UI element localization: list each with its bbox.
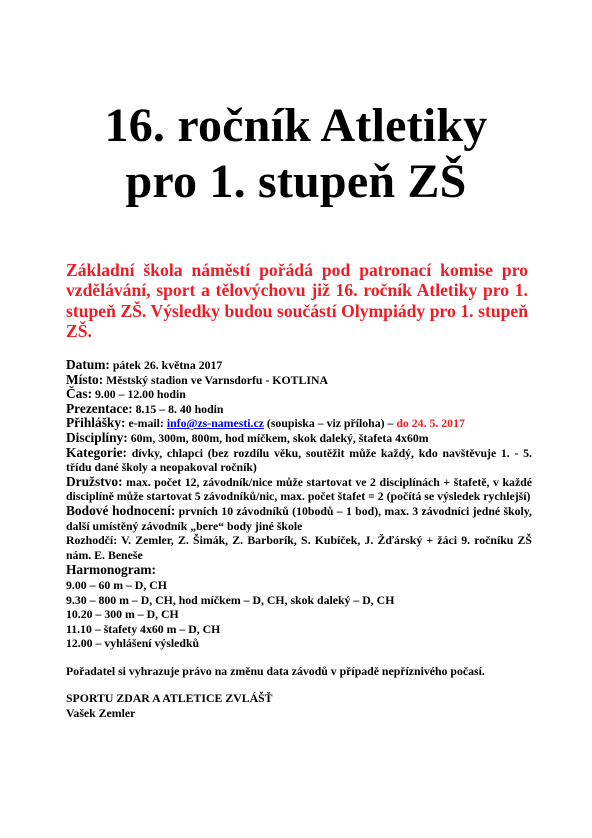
misto-value: Městský stadion ve Varnsdorfu - KOTLINA xyxy=(103,372,329,387)
title-line-1: 16. ročník Atletiky xyxy=(104,99,488,152)
bodove-value: prvních 10 závodníků (10bodů – 1 bod), max. 3 závodníci jedné školy, další umístěný závodník „bere“ body jiné škole xyxy=(66,503,532,533)
prezentace-value: 8.15 – 8. 40 hodin xyxy=(132,401,224,416)
datum-value: pátek 26. května 2017 xyxy=(109,358,223,372)
kategorie-label: Kategorie: xyxy=(66,444,127,460)
datum-label: Datum: xyxy=(66,357,110,372)
prihlasky-row xyxy=(66,416,532,431)
prihlasky-mid: (soupiska – viz příloha) – xyxy=(263,416,397,431)
intro-paragraph: Základní škola náměstí pořádá pod patronací komise pro vzdělávání, sport a tělovýchovu již 16. ročník Atletiky pro 1. stupeň ZŠ. Výsledky budou součástí Olympiády pro 1. stupeň ZŠ. xyxy=(66,260,528,342)
harmonogram-item: 10.20 – 300 m – D, CH xyxy=(66,607,179,622)
rozhodci-label: Rozhodčí: xyxy=(66,533,118,548)
harmonogram-label: Harmonogram: xyxy=(66,562,156,578)
rozhodci-value: V. Zemler, Z. Šimák, Z. Barborík, S. Kubíček, J. Žďárský + žáci 9. ročníku ZŠ nám. E. Beneše xyxy=(66,533,532,562)
prihlasky-deadline: do 24. 5. 2017 xyxy=(396,416,465,431)
harmonogram-item: 12.00 – vyhlášení výsledků xyxy=(66,636,200,651)
bodove-row xyxy=(66,504,532,533)
harmonogram-item: 11.10 – štafety 4x60 m – D, CH xyxy=(66,621,221,636)
harmonogram-item: 9.30 – 800 m – D, CH, hod míčkem – D, CH, skok daleký – D, CH xyxy=(66,592,395,607)
datum-row xyxy=(66,358,532,373)
kategorie-value: dívky, chlapci (bez rozdílu věku, soutěžit může každý, kdo navštěvuje 1. - 5. třídu dané školy a neopakoval ročník) xyxy=(66,445,532,475)
harmonogram-item: 9.00 – 60 m – D, CH xyxy=(66,577,167,592)
email-link[interactable]: info@zs-namesti.cz xyxy=(166,416,264,431)
prihlasky-prefix: e-mail: xyxy=(125,416,167,431)
prezentace-label: Prezentace: xyxy=(66,400,133,416)
druzstvo-value: max. počet 12, závodník/nice může startovat ve 2 disciplínách + štafetě, v každé disciplíně může startovat 5 závodníků/nic, max. počet štafet = 2 (počítá se výsledek rychlejší) xyxy=(66,474,532,504)
rozhodci-row xyxy=(66,533,532,562)
harmonogram-section xyxy=(66,563,532,651)
discipliny-row xyxy=(66,431,532,446)
bodove-label: Bodové hodnocení: xyxy=(66,502,176,518)
prihlasky-label: Přihlášky: xyxy=(66,415,126,431)
info-block xyxy=(66,358,532,721)
druzstvo-label: Družstvo: xyxy=(66,473,123,489)
druzstvo-row xyxy=(66,475,532,504)
cas-row xyxy=(66,387,532,402)
misto-label: Místo: xyxy=(66,371,104,387)
cas-value: 9.00 – 12.00 hodin xyxy=(92,387,186,402)
misto-row xyxy=(66,373,532,388)
weather-note: Pořadatel si vyhrazuje právo na změnu data závodů v případě nepříznivého počasí. xyxy=(66,663,485,678)
closing-slogan: SPORTU ZDAR A ATLETICE ZVLÁŠŤ xyxy=(66,691,273,706)
prezentace-row xyxy=(66,402,532,417)
discipliny-label: Disciplíny: xyxy=(66,429,128,445)
signature: Vašek Zemler xyxy=(66,706,136,721)
cas-label: Čas: xyxy=(66,386,93,402)
title-line-2: pro 1. stupeň ZŠ xyxy=(125,155,467,208)
discipliny-value: 60m, 300m, 800m, hod míčkem, skok daleký, štafeta 4x60m xyxy=(127,430,429,445)
kategorie-row xyxy=(66,446,532,475)
